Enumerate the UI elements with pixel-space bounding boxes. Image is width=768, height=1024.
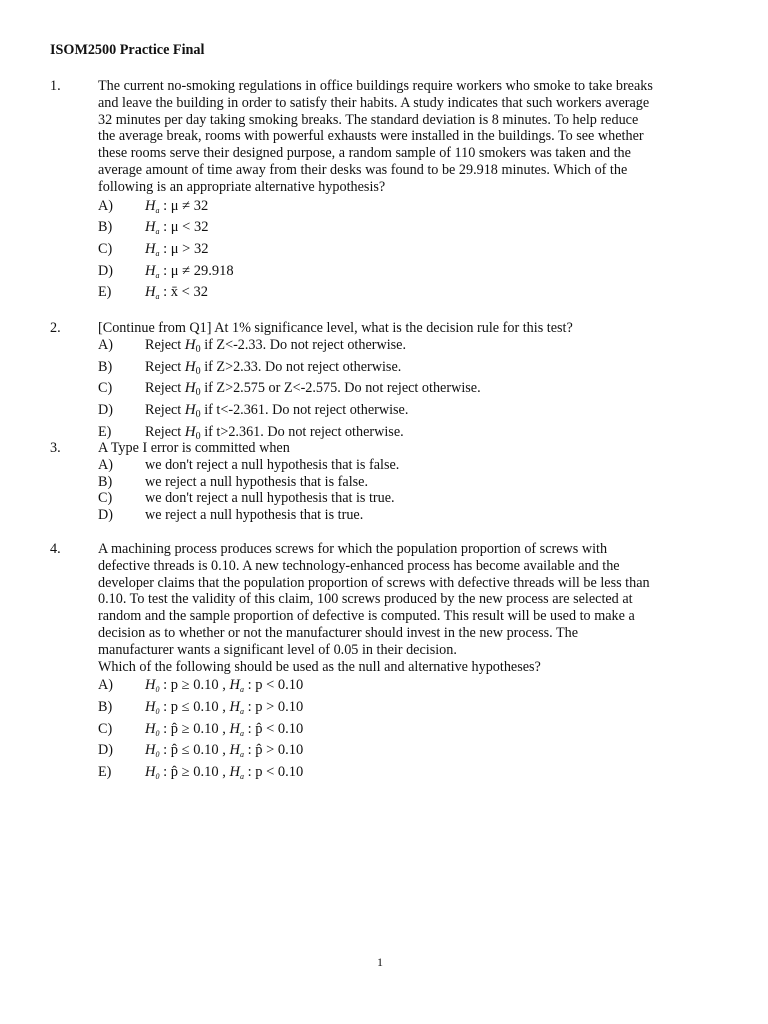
formula-subscript: a xyxy=(239,772,244,782)
question-line: following is an appropriate alternative hypothesis? xyxy=(98,178,386,195)
formula-subscript: a xyxy=(239,750,244,760)
option-label: C) xyxy=(98,240,113,257)
option-label: D) xyxy=(98,507,113,524)
option-label: A) xyxy=(98,456,113,473)
formula-symbol: H xyxy=(145,219,156,236)
formula-symbol: H xyxy=(229,677,240,694)
formula-subscript: a xyxy=(155,227,160,237)
option-label: E) xyxy=(98,284,112,301)
option-text xyxy=(145,337,406,359)
answer-option[interactable] xyxy=(98,196,710,218)
answer-option[interactable] xyxy=(98,239,710,261)
question-line: average amount of time away from their desks was found to be 29.918 minutes. Which of the xyxy=(98,161,628,178)
answer-options xyxy=(98,196,710,304)
formula-subscript: a xyxy=(239,707,244,717)
question-body xyxy=(98,78,710,304)
null-hypothesis-symbol xyxy=(184,402,201,421)
option-text xyxy=(145,359,401,381)
answer-option[interactable] xyxy=(98,359,710,381)
answer-option[interactable] xyxy=(98,675,710,697)
option-label: E) xyxy=(98,423,112,440)
option-text-suffix: if t>2.361. Do not reject otherwise. xyxy=(200,423,404,440)
question-text xyxy=(98,440,710,457)
answer-option[interactable] xyxy=(98,474,710,491)
formula-relation: : p̂ > 0.10 xyxy=(243,742,304,759)
answer-option[interactable] xyxy=(98,380,710,402)
option-text xyxy=(145,402,408,424)
question-4 xyxy=(50,541,710,784)
formula-symbol: H xyxy=(229,699,240,716)
formula xyxy=(145,282,208,308)
question-3 xyxy=(50,440,710,524)
answer-option[interactable] xyxy=(98,261,710,283)
option-text-prefix: Reject xyxy=(145,358,185,375)
option-label: B) xyxy=(98,219,113,236)
question-line: A Type I error is committed when xyxy=(98,440,290,456)
option-label: A) xyxy=(98,336,113,353)
question-line: random and the sample proportion of defective is computed. This result will be used to make a xyxy=(98,608,635,625)
formula-subscript: a xyxy=(239,728,244,738)
formula-subscript: a xyxy=(239,685,244,695)
hypothesis-subscript: 0 xyxy=(195,365,201,377)
formula-relation: : μ ≠ 29.918 xyxy=(159,262,234,279)
formula-subscript: a xyxy=(155,248,160,258)
option-text: we don't reject a null hypothesis that is false. xyxy=(145,456,400,473)
formula-symbol: H xyxy=(145,764,156,781)
question-line: the average break, rooms with powerful exhausts were installed in the buildings. To see whether xyxy=(98,128,644,145)
formula-symbol: H xyxy=(229,720,240,737)
hypothesis-subscript: 0 xyxy=(195,409,201,421)
formula-subscript: 0 xyxy=(155,750,160,760)
hypothesis-letter: H xyxy=(184,423,196,440)
option-label: A) xyxy=(98,197,113,214)
option-text-suffix: if Z>2.575 or Z<-2.575. Do not reject otherwise. xyxy=(200,380,481,397)
formula-relation: : μ ≠ 32 xyxy=(159,197,209,214)
option-label: D) xyxy=(98,262,113,279)
answer-option[interactable] xyxy=(98,490,710,507)
formula-subscript: 0 xyxy=(155,728,160,738)
answer-options xyxy=(98,457,710,524)
formula-symbol: H xyxy=(145,699,156,716)
null-hypothesis-symbol xyxy=(185,337,201,353)
option-label: C) xyxy=(98,490,113,507)
formula-relation: : p ≥ 0.10 , xyxy=(159,677,230,694)
hypothesis-letter: H xyxy=(184,402,196,419)
answer-option[interactable] xyxy=(98,697,710,719)
formula-subscript: a xyxy=(155,205,160,215)
page-title: ISOM2500 Practice Final xyxy=(50,42,205,58)
answer-option[interactable] xyxy=(98,402,710,424)
formula-symbol: H xyxy=(229,742,240,759)
formula-symbol: H xyxy=(145,677,156,694)
question-line: manufacturer wants a significant level of 0.05 in their decision. xyxy=(98,641,457,658)
question-number: 3. xyxy=(50,440,61,456)
question-line: 32 minutes per day taking smoking breaks. The standard deviation is 8 minutes. To help reduce xyxy=(98,111,639,128)
option-text-prefix: Reject xyxy=(145,380,185,397)
formula-relation: : p > 0.10 xyxy=(243,699,304,716)
formula-relation: : p̂ < 0.10 xyxy=(243,720,304,737)
question-body xyxy=(98,320,710,446)
hypothesis-letter: H xyxy=(184,336,196,353)
formula-subscript: a xyxy=(155,270,160,280)
hypothesis-letter: H xyxy=(184,380,196,397)
formula-relation: : p̂ ≥ 0.10 , xyxy=(159,720,230,737)
option-label: B) xyxy=(98,358,113,375)
question-line: A machining process produces screws for which the population proportion of screws with xyxy=(98,541,608,557)
formula-relation: : μ < 32 xyxy=(159,219,209,236)
option-label: C) xyxy=(98,720,113,737)
answer-option[interactable] xyxy=(98,740,710,762)
formula-symbol: H xyxy=(145,742,156,759)
formula-subscript: 0 xyxy=(155,685,160,695)
formula-relation: : x̄ < 32 xyxy=(159,284,208,301)
answer-option[interactable] xyxy=(98,762,710,784)
question-text xyxy=(98,541,710,675)
answer-option[interactable] xyxy=(98,217,710,239)
question-text xyxy=(98,78,710,196)
option-text-suffix: if t<-2.361. Do not reject otherwise. xyxy=(200,402,409,419)
option-text xyxy=(145,380,481,402)
question-line: Which of the following should be used as the null and alternative hypotheses? xyxy=(98,658,541,675)
null-hypothesis-symbol xyxy=(185,359,201,375)
formula-symbol: H xyxy=(145,240,156,257)
option-text-prefix: Reject xyxy=(145,336,185,353)
formula-relation: : p̂ ≤ 0.10 , xyxy=(159,742,230,759)
option-label: A) xyxy=(98,677,113,694)
formula xyxy=(145,762,303,788)
formula-relation: : μ > 32 xyxy=(159,240,209,257)
option-text-suffix: if Z>2.33. Do not reject otherwise. xyxy=(200,358,402,375)
option-text: we don't reject a null hypothesis that is true. xyxy=(145,490,395,507)
question-1 xyxy=(50,78,710,304)
question-line: developer claims that the population proportion of screws with defective threads will be less than xyxy=(98,574,650,591)
question-text xyxy=(98,320,710,337)
question-line: 0.10. To test the validity of this claim, 100 screws produced by the new process are selected at xyxy=(98,591,633,608)
formula-relation: : p < 0.10 xyxy=(243,677,304,694)
hypothesis-subscript: 0 xyxy=(195,387,201,399)
question-body xyxy=(98,541,710,784)
hypothesis-letter: H xyxy=(184,358,196,375)
option-text-suffix: if Z<-2.33. Do not reject otherwise. xyxy=(200,336,407,353)
hypothesis-subscript: 0 xyxy=(195,343,201,355)
page-number: 1 xyxy=(377,955,383,969)
option-text-prefix: Reject xyxy=(145,423,185,440)
question-line: and leave the building in order to satisfy their habits. A study indicates that such workers average xyxy=(98,94,650,111)
formula-relation: : p < 0.10 xyxy=(243,764,304,781)
formula-relation: : p ≤ 0.10 , xyxy=(159,699,230,716)
formula-symbol: H xyxy=(145,197,156,214)
option-label: C) xyxy=(98,380,113,397)
option-text-prefix: Reject xyxy=(145,402,185,419)
question-number: 1. xyxy=(50,78,61,94)
formula-symbol: H xyxy=(145,262,156,279)
option-text: we reject a null hypothesis that is false. xyxy=(145,473,368,490)
formula-subscript: a xyxy=(155,292,160,302)
answer-options xyxy=(98,337,710,446)
answer-option[interactable] xyxy=(98,282,710,304)
question-line: The current no-smoking regulations in office buildings require workers who smoke to take breaks xyxy=(98,78,653,94)
option-text: we reject a null hypothesis that is true. xyxy=(145,507,364,524)
option-label: E) xyxy=(98,764,112,781)
question-2 xyxy=(50,320,710,446)
option-label: B) xyxy=(98,699,113,716)
question-line: decision as to whether or not the manufacturer should invest in the new process. The xyxy=(98,624,579,641)
answer-options xyxy=(98,675,710,783)
option-label: D) xyxy=(98,402,113,419)
option-label: D) xyxy=(98,742,113,759)
null-hypothesis-symbol xyxy=(185,424,201,440)
null-hypothesis-symbol xyxy=(184,380,201,399)
question-number: 2. xyxy=(50,320,61,336)
question-line: these rooms serve their designed purpose, a random sample of 110 smokers was taken and the xyxy=(98,145,631,162)
formula-symbol: H xyxy=(229,764,240,781)
formula-subscript: 0 xyxy=(155,772,160,782)
answer-option[interactable] xyxy=(98,719,710,741)
answer-option[interactable] xyxy=(98,507,710,524)
hypothesis-subscript: 0 xyxy=(195,430,201,442)
formula-symbol: H xyxy=(145,284,156,301)
answer-option[interactable] xyxy=(98,457,710,474)
formula-subscript: 0 xyxy=(155,707,160,717)
question-number: 4. xyxy=(50,541,61,557)
option-label: B) xyxy=(98,473,113,490)
question-body xyxy=(98,440,710,524)
formula-relation: : p̂ ≥ 0.10 , xyxy=(159,764,230,781)
answer-option[interactable] xyxy=(98,337,710,359)
question-line: defective threads is 0.10. A new technology-enhanced process has become available and the xyxy=(98,557,620,574)
question-line: [Continue from Q1] At 1% significance level, what is the decision rule for this test? xyxy=(98,320,573,336)
formula-symbol: H xyxy=(145,720,156,737)
